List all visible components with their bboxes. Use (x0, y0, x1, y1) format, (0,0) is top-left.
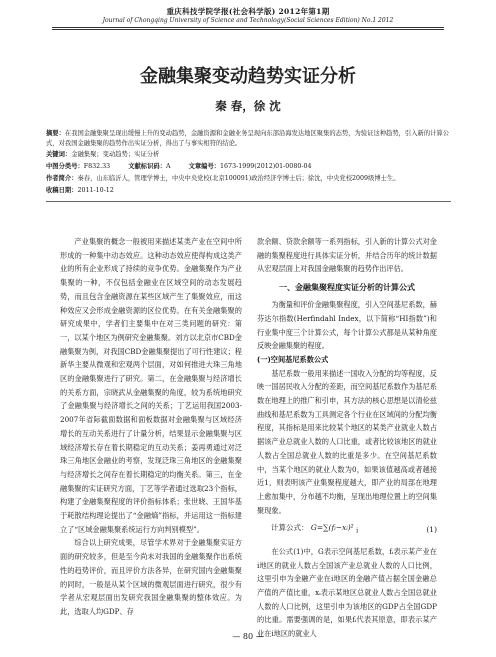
author-info (46, 174, 451, 184)
section-heading: 一、金融集聚程度实证分析的计算公式 (279, 283, 415, 293)
body-column-right (257, 235, 437, 641)
formula-label: 计算公式： (271, 523, 309, 533)
formula-index: i (356, 527, 359, 535)
header-rule-secondary (52, 29, 444, 30)
author-info-label: 作者简介： (46, 175, 78, 182)
clc-number: 中图分类号：F832.33 (46, 163, 111, 170)
formula-expression: G=∑(fᵢ−xᵢ)² (310, 523, 354, 533)
author-info-text: 秦春，山东临沂人，管理学博士，中央中央党校(北京100091)政治经济学博士后；徐沈，中央党校2009级博士生。 (77, 175, 400, 182)
abstract-label: 摘要： (46, 130, 65, 137)
body-paragraph: 综合以上研究成果，尽管学术界对于金融集聚实证方面的研究较多，但是至今尚未对我国的金融集聚作出系统性的趋势评价，而且评价方法各异，在研究国内金融集聚的同时，一般是从某个区域的微观层面进行研究，很少有学者从宏观层面出发研究我国金融集聚的整体效应。为此，选取人均GDP、存 (60, 538, 242, 616)
author-names: 秦 春，徐 沈 (215, 99, 281, 113)
body-paragraph: 产业集聚的概念一般被用来描述某类产业在空间中所形成的一种集中动态效应。这种动态效应使得构成这类产业的所有企业形成了持续的竞争优势。金融集聚作为产业集聚的一种，不仅包括金融业在区域空间的动态发展趋势，而且包含金融资源在某些区域产生了集聚效应，而这种效应又会形成金融资源的区位优势。在有关金融集聚的研究成果中，学者们主要集中在对三类问题的研究：第一，以某个地区为例研究金融集聚。刘方以北京市CBD金融集聚为例，对我国CBD金融集聚提出了可行性建议；程新华主要从微观和宏观两个层面，对如何推进大珠三角地区的金融集聚进行了研究。第二，在金融集聚与经济增长的关系方面，宗晓武从金融集聚的角度，较为系统地研究了金融集聚与经济增长之间的关系；丁艺运用我国2003-2007年省际截面数据和面板数据对金融集聚与区域经济增长的互动关系进行了计量分析，结果显示金融集聚与区域经济增长存在着长期稳定的互动关系；姜再勇通过对泛珠三角地区金融业的考察，发现泛珠三角地区的金融集聚与经济增长之间存在着长期稳定的均衡关系。第三，在金融集聚的实证研究方面，丁艺等学者通过选取23个指标，构建了金融集聚程度的评价指标体系；张世晓、王国华基于耗散结构理论提出了“金融熵”指标，并运用这一指标建立了“区域金融集聚系统运行方向判别模型”。 (60, 237, 242, 534)
keywords-label: 关键词： (46, 151, 72, 158)
section-divider (46, 201, 451, 202)
received-text: 2011-10-12 (77, 187, 114, 194)
keywords-text: 金融集聚；变动趋势；实证分析 (71, 151, 160, 158)
journal-header-en: Journal of Chongqing University of Science and Technology(Social Sciences Edition) No.1 2012 (102, 17, 394, 24)
header-rule (52, 27, 444, 28)
body-paragraph: 为衡量和评价金融集聚程度，引入空间基尼系数，赫芬达尔指数(Herfindahl Index，以下简称“HI指数”)和行业集中度三个计算公式，每个计算公式都是从某种角度反映金融集聚的程度。 (257, 300, 437, 351)
abstract-text: 在我国金融集聚呈现出缓慢上升的变动趋势，金融资源和金融业务呈现向东部沿海发达地区聚集的态势，为验证这种趋势，引入新的计算公式，对我国金融集聚的趋势作出实证分析，得出了与事实相符的结论。 (46, 130, 449, 148)
article-number: 文章编号：1673-1999(2012)01-0080-04 (188, 163, 312, 170)
document-code: 文献标识码：A (128, 163, 171, 170)
page-number: — 80 — (232, 632, 264, 641)
received-label: 收稿日期： (46, 187, 78, 194)
classification-line (46, 162, 451, 172)
received-date (46, 186, 451, 196)
page-title: 金融集聚变动趋势实证分析 (140, 66, 356, 87)
body-column-left (60, 235, 242, 619)
formula-number: (1) (426, 525, 437, 535)
body-paragraph: 款余额、贷款余额等一系列指标，引入新的计算公式对金融的集聚程度进行具体实证分析，并结合历年的统计数据从宏观层面上对我国金融集聚的趋势作出评估。 (257, 237, 437, 274)
subsection-heading: (一)空间基尼系数公式 (257, 354, 329, 364)
body-paragraph: 在公式(1)中，G表示空间基尼系数，fᵢ表示某产业在i地区的就业人数占全国该产业总就业人数的人口比例，这里引申为金融产业在i地区的金融产值占据全国金融总产值的产值比重，xᵢ表示某地区总就业人数占全国总就业人数的人口比例，这里引申为该地区的GDP占全国GDP的比重。需要强调的是，如果fᵢ代表其原意，即表示某产业在i地区的就业人 (257, 546, 437, 639)
keywords (46, 150, 451, 160)
body-paragraph: 基尼系数一般用来描述一国收入分配的均等程度，反映一国居民收入分配的差距，而空间基尼系数作为基尼系数在地理上的推广和引申，其方法的核心思想是以清伦兹曲线和基尼系数为工具测定各个行业在区域间的分配均衡程度，其指标是用来比较某个地区的某类产业就业人数占据该产业总就业人数的人口比重，或者比较该地区的就业人数占全国总就业人数的比重是多少。在空间基尼系数中，当某个地区的就业人数为0，如果该值越高或者越接近1，则表明该产业集聚程度越大，即产业的局部在地理上愈加集中，分布越不均衡，呈现出地理位置上的空间集聚现象。 (257, 368, 437, 515)
formula-block (257, 517, 437, 545)
journal-header-cn: 重庆科技学院学报(社会科学版) 2012年第1期 (166, 7, 330, 16)
abstract (46, 129, 451, 149)
